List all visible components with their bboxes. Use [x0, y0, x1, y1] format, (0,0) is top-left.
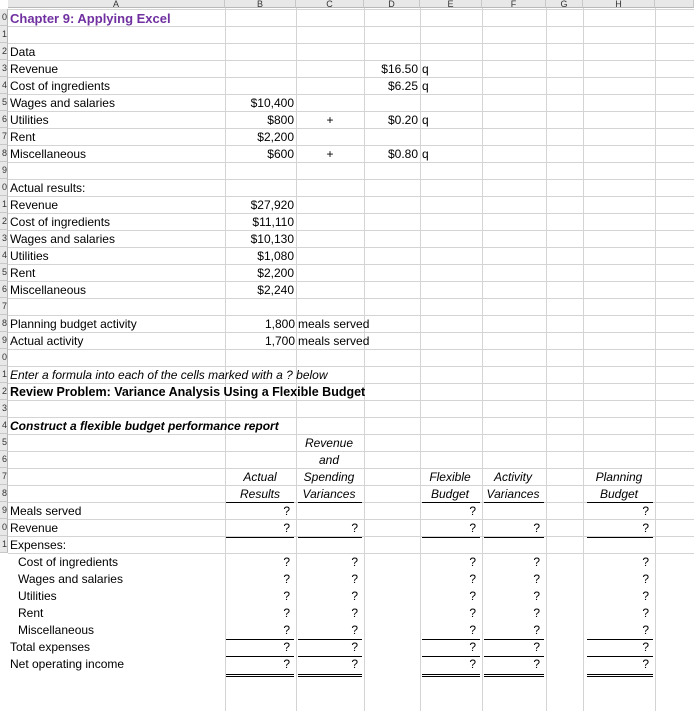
row-header[interactable]: 7: [0, 298, 8, 315]
double-underline: [587, 674, 653, 677]
formula-cell-flex[interactable]: ?: [469, 572, 476, 586]
data-misc-label: Miscellaneous: [10, 147, 87, 161]
row-header[interactable]: 0: [0, 179, 8, 196]
column-header[interactable]: G: [546, 0, 583, 8]
header-revenue: Revenue: [304, 436, 354, 450]
actual-utilities-label: Utilities: [10, 249, 49, 263]
formula-cell-flex[interactable]: ?: [469, 640, 476, 654]
formula-cell-act[interactable]: ?: [533, 555, 540, 569]
single-underline: [226, 656, 294, 657]
formula-cell-flex[interactable]: ?: [469, 504, 476, 518]
single-underline: [226, 537, 294, 538]
data-wages-fixed: $10,400: [250, 96, 294, 110]
double-underline: [484, 674, 544, 677]
row-header[interactable]: 8: [0, 145, 8, 162]
row-header[interactable]: 9: [0, 332, 8, 349]
formula-cell-act[interactable]: ?: [533, 657, 540, 671]
single-underline: [226, 639, 294, 640]
row-header[interactable]: 2: [0, 213, 8, 230]
row-header[interactable]: 9: [0, 162, 8, 179]
single-underline: [298, 656, 362, 657]
row-header[interactable]: 5: [0, 434, 8, 451]
formula-cell-actual[interactable]: ?: [283, 640, 290, 654]
data-rent-label: Rent: [10, 130, 36, 144]
header-spending-variances: Variances: [302, 487, 356, 501]
planning-activity-value: 1,800: [264, 317, 295, 331]
row-header[interactable]: 8: [0, 485, 8, 502]
formula-cell-plan[interactable]: ?: [642, 623, 649, 637]
header-and: and: [318, 453, 340, 467]
row-header[interactable]: 2: [0, 43, 8, 60]
formula-cell-rsv[interactable]: ?: [351, 572, 358, 586]
formula-cell-act[interactable]: ?: [533, 640, 540, 654]
formula-cell-actual[interactable]: ?: [283, 623, 290, 637]
header-planning-budget: Budget: [599, 487, 639, 501]
formula-cell-flex[interactable]: ?: [469, 589, 476, 603]
data-utilities-q: q: [422, 113, 429, 127]
row-header[interactable]: 4: [0, 247, 8, 264]
row-header[interactable]: 1: [0, 536, 8, 553]
report-wages-label: Wages and salaries: [18, 572, 123, 586]
report-title: Construct a flexible budget performance report: [10, 419, 279, 433]
formula-cell-flex[interactable]: ?: [469, 657, 476, 671]
header-actual: Actual: [243, 470, 277, 484]
double-underline: [298, 674, 362, 677]
single-underline: [484, 537, 544, 538]
formula-cell-actual[interactable]: ?: [283, 521, 290, 535]
formula-cell-actual[interactable]: ?: [283, 504, 290, 518]
double-underline: [226, 674, 294, 677]
row-header[interactable]: 7: [0, 128, 8, 145]
actual-activity-label: Actual activity: [10, 334, 84, 348]
formula-cell-flex[interactable]: ?: [469, 555, 476, 569]
actual-cost-label: Cost of ingredients: [10, 215, 111, 229]
single-underline: [587, 537, 653, 538]
data-utilities-rate: $0.20: [387, 113, 418, 127]
header-budget: Budget: [430, 487, 470, 501]
row-header[interactable]: 0: [0, 519, 8, 536]
review-problem-title: Review Problem: Variance Analysis Using a Flexible Budget: [10, 385, 366, 399]
column-header[interactable]: F: [482, 0, 546, 8]
formula-cell-rsv[interactable]: ?: [351, 521, 358, 535]
formula-cell-rsv[interactable]: ?: [351, 623, 358, 637]
data-rent-fixed: $2,200: [257, 130, 294, 144]
formula-cell-rsv[interactable]: ?: [351, 640, 358, 654]
row-header[interactable]: 6: [0, 111, 8, 128]
column-header[interactable]: E: [420, 0, 482, 8]
single-underline: [298, 537, 362, 538]
formula-cell-act[interactable]: ?: [533, 521, 540, 535]
formula-cell-rsv[interactable]: ?: [351, 606, 358, 620]
row-header[interactable]: 3: [0, 400, 8, 417]
formula-cell-act[interactable]: ?: [533, 623, 540, 637]
formula-cell-actual[interactable]: ?: [283, 657, 290, 671]
single-underline: [422, 502, 480, 503]
data-revenue-rate: $16.50: [381, 62, 418, 76]
formula-cell-flex[interactable]: ?: [469, 606, 476, 620]
report-meals-label: Meals served: [10, 504, 82, 518]
report-noi-label: Net operating income: [10, 657, 125, 671]
formula-cell-act[interactable]: ?: [533, 606, 540, 620]
actual-revenue-value: $27,920: [250, 198, 294, 212]
formula-cell-plan[interactable]: ?: [642, 555, 649, 569]
report-total-label: Total expenses: [10, 640, 91, 654]
single-underline: [422, 639, 480, 640]
row-header[interactable]: 1: [0, 26, 8, 43]
actual-utilities-value: $1,080: [257, 249, 294, 263]
single-underline: [587, 502, 653, 503]
single-underline: [422, 537, 480, 538]
formula-cell-rsv[interactable]: ?: [351, 555, 358, 569]
report-revenue-label: Revenue: [10, 521, 59, 535]
header-activity: Activity: [493, 470, 532, 484]
data-cost-q: q: [422, 79, 429, 93]
data-heading: Data: [10, 45, 36, 59]
data-wages-label: Wages and salaries: [10, 96, 115, 110]
row-header[interactable]: 6: [0, 451, 8, 468]
actual-rent-value: $2,200: [257, 266, 294, 280]
header-planning: Planning: [595, 470, 643, 484]
single-underline: [484, 656, 544, 657]
data-revenue-q: q: [422, 62, 429, 76]
actual-heading: Actual results:: [10, 181, 86, 195]
single-underline: [298, 502, 362, 503]
formula-cell-plan[interactable]: ?: [642, 589, 649, 603]
row-header[interactable]: 5: [0, 94, 8, 111]
actual-activity-unit: meals served: [298, 334, 370, 348]
column-header[interactable]: C: [296, 0, 364, 8]
row-header[interactable]: 9: [0, 502, 8, 519]
row-header[interactable]: 4: [0, 417, 8, 434]
column-header[interactable]: B: [225, 0, 296, 8]
formula-cell-act[interactable]: ?: [533, 589, 540, 603]
row-header[interactable]: 2: [0, 383, 8, 400]
instruction-text: Enter a formula into each of the cells marked with a ? below: [10, 368, 328, 382]
header-spending: Spending: [303, 470, 355, 484]
single-underline: [587, 639, 653, 640]
formula-cell-plan[interactable]: ?: [642, 657, 649, 671]
formula-cell-flex[interactable]: ?: [469, 521, 476, 535]
data-utilities-fixed: $800: [267, 113, 294, 127]
column-header[interactable]: [655, 0, 694, 8]
column-header[interactable]: A: [8, 0, 225, 8]
planning-activity-unit: meals served: [298, 317, 370, 331]
report-expenses-label: Expenses:: [10, 538, 67, 552]
report-cost-label: Cost of ingredients: [18, 555, 119, 569]
row-header[interactable]: 7: [0, 468, 8, 485]
row-header[interactable]: 5: [0, 264, 8, 281]
data-misc-rate: $0.80: [387, 147, 418, 161]
formula-cell-actual[interactable]: ?: [283, 572, 290, 586]
formula-cell-actual[interactable]: ?: [283, 589, 290, 603]
single-underline: [484, 502, 544, 503]
formula-cell-plan[interactable]: ?: [642, 521, 649, 535]
formula-cell-plan[interactable]: ?: [642, 504, 649, 518]
column-header[interactable]: H: [583, 0, 655, 8]
formula-cell-actual[interactable]: ?: [283, 555, 290, 569]
data-revenue-label: Revenue: [10, 62, 59, 76]
row-header[interactable]: 3: [0, 230, 8, 247]
row-header[interactable]: 1: [0, 196, 8, 213]
formula-cell-plan[interactable]: ?: [642, 640, 649, 654]
data-misc-fixed: $600: [267, 147, 294, 161]
data-cost-rate: $6.25: [387, 79, 418, 93]
chapter-title: Chapter 9: Applying Excel: [10, 11, 171, 26]
single-underline: [298, 639, 362, 640]
row-header[interactable]: 4: [0, 77, 8, 94]
data-misc-q: q: [422, 147, 429, 161]
data-cost-label: Cost of ingredients: [10, 79, 111, 93]
single-underline: [226, 502, 294, 503]
formula-cell-actual[interactable]: ?: [283, 606, 290, 620]
gridline-vertical: [583, 8, 584, 711]
planning-activity-label: Planning budget activity: [10, 317, 137, 331]
report-rent-label: Rent: [18, 606, 44, 620]
actual-wages-label: Wages and salaries: [10, 232, 115, 246]
formula-cell-rsv[interactable]: ?: [351, 657, 358, 671]
column-header[interactable]: D: [364, 0, 420, 8]
actual-wages-value: $10,130: [250, 232, 294, 246]
double-underline: [422, 674, 480, 677]
formula-cell-rsv[interactable]: ?: [351, 589, 358, 603]
row-header[interactable]: 0: [0, 349, 8, 366]
data-utilities-label: Utilities: [10, 113, 49, 127]
row-header[interactable]: 3: [0, 60, 8, 77]
formula-cell-plan[interactable]: ?: [642, 606, 649, 620]
actual-revenue-label: Revenue: [10, 198, 59, 212]
report-utilities-label: Utilities: [18, 589, 57, 603]
header-activity-variances: Variances: [486, 487, 540, 501]
data-utilities-plus: +: [326, 113, 334, 127]
data-misc-plus: +: [326, 147, 334, 161]
single-underline: [587, 656, 653, 657]
row-header[interactable]: 6: [0, 281, 8, 298]
actual-misc-value: $2,240: [257, 283, 294, 297]
formula-cell-flex[interactable]: ?: [469, 623, 476, 637]
actual-rent-label: Rent: [10, 266, 36, 280]
row-header[interactable]: 1: [0, 366, 8, 383]
gridline-vertical: [546, 8, 547, 711]
header-flexible: Flexible: [429, 470, 471, 484]
single-underline: [484, 639, 544, 640]
single-underline: [422, 656, 480, 657]
header-results: Results: [239, 487, 280, 501]
actual-activity-value: 1,700: [264, 334, 295, 348]
row-header[interactable]: 0: [0, 9, 8, 26]
report-misc-label: Miscellaneous: [18, 623, 95, 637]
formula-cell-act[interactable]: ?: [533, 572, 540, 586]
actual-misc-label: Miscellaneous: [10, 283, 87, 297]
gridline-vertical: [655, 8, 656, 711]
actual-cost-value: $11,110: [252, 215, 294, 229]
row-header[interactable]: 8: [0, 315, 8, 332]
formula-cell-plan[interactable]: ?: [642, 572, 649, 586]
